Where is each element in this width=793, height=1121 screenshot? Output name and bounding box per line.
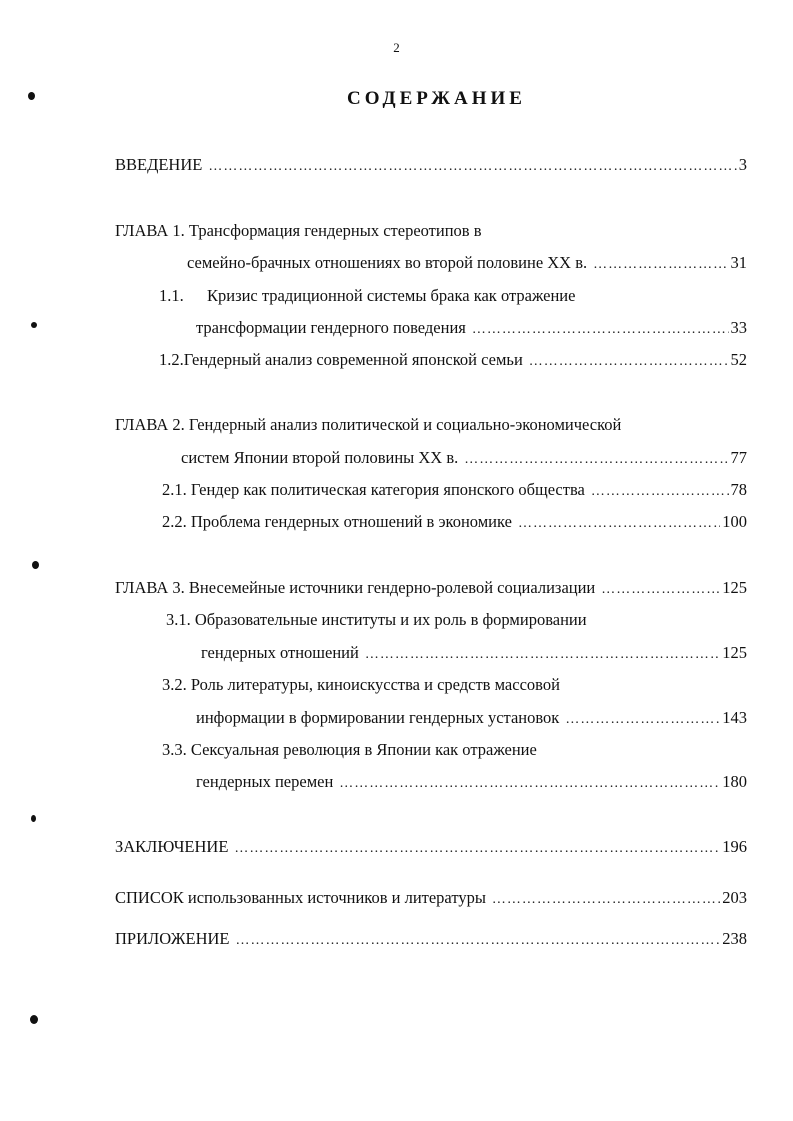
- page-number: 2: [393, 40, 400, 55]
- toc-entry-intro[interactable]: [115, 153, 747, 177]
- scan-artifact-mark: [31, 322, 37, 328]
- toc-section-2-2[interactable]: 2.2. Проблема гендерных отношений в экономике ……………………………………………………………………………………………………………………………………………………………………………… 100: [162, 510, 747, 534]
- toc-section-3-2[interactable]: 3.2. Роль литературы, киноискусства и средств массовой: [162, 675, 560, 694]
- toc-chapter-3-title[interactable]: ГЛАВА 3. Внесемейные источники гендерно-ролевой социализации ……………………………………………………………………………………………………………………………………………………………………………… 125: [115, 576, 747, 600]
- toc-section-1-1-cont[interactable]: трансформации гендерного поведения ……………………………………………………………………………………………………………………………………………………………………………… 33: [196, 316, 747, 340]
- toc-entry-page: 143: [722, 708, 747, 727]
- toc-chapter-1-title-cont[interactable]: семейно-брачных отношениях во второй половине XX в. ……………………………………………………………………………………………………………………………………………………………………………… 31: [187, 251, 747, 275]
- toc-entry-page: 180: [722, 772, 747, 791]
- toc-section-1-1[interactable]: 1.1. Кризис традиционной системы брака как отражение: [159, 284, 575, 308]
- toc-entry-label: ВВЕДЕНИЕ: [115, 155, 203, 174]
- toc-entry-page: 238: [722, 929, 747, 948]
- toc-entry-sources[interactable]: СПИСОК использованных источников и литературы ……………………………………………………………………………………………………………………………………………………………………………… 203: [115, 886, 747, 910]
- toc-entry-appendix[interactable]: ПРИЛОЖЕНИЕ ……………………………………………………………………………………………………………………………………………………………………………… 238: [115, 927, 747, 951]
- toc-entry-page: 100: [722, 512, 747, 531]
- toc-section-3-2-cont[interactable]: информации в формировании гендерных установок ……………………………………………………………………………………………………………………………………………………………………………… 143: [196, 706, 747, 730]
- toc-entry-page: 203: [722, 888, 747, 907]
- toc-entry-page: 33: [730, 318, 747, 337]
- toc-chapter-1-title[interactable]: ГЛАВА 1. Трансформация гендерных стереотипов в: [115, 221, 482, 240]
- scan-artifact-mark: [30, 1015, 38, 1024]
- scan-artifact-mark: [28, 92, 35, 100]
- toc-entry-page: 31: [730, 253, 747, 272]
- toc-section-3-3-cont[interactable]: гендерных перемен ……………………………………………………………………………………………………………………………………………………………………………… 180: [196, 770, 747, 794]
- scan-artifact-mark: [32, 561, 39, 569]
- page-title: СОДЕРЖАНИЕ: [347, 88, 526, 109]
- toc-entry-page: 196: [722, 837, 747, 856]
- toc-entry-page: 125: [722, 578, 747, 597]
- toc-entry-page: 78: [730, 480, 747, 499]
- toc-chapter-2-title-cont[interactable]: систем Японии второй половины XX в. ……………………………………………………………………………………………………………………………………………………………………………… 77: [181, 446, 747, 470]
- toc-section-3-1[interactable]: 3.1. Образовательные институты и их роль в формировании: [166, 610, 587, 629]
- toc-section-2-1[interactable]: 2.1. Гендер как политическая категория японского общества ……………………………………………………………………………………………………………………………………………………………………………… 78: [162, 478, 747, 502]
- toc-section-3-1-cont[interactable]: гендерных отношений ……………………………………………………………………………………………………………………………………………………………………………… 125: [201, 641, 747, 665]
- section-number: 1.2.: [159, 350, 184, 369]
- toc-chapter-2-title[interactable]: ГЛАВА 2. Гендерный анализ политической и социально-экономической: [115, 415, 622, 434]
- toc-section-3-3[interactable]: 3.3. Сексуальная революция в Японии как отражение: [162, 740, 537, 759]
- scan-artifact-mark: [31, 815, 36, 822]
- toc-entry-page: 125: [722, 643, 747, 662]
- toc-entry-page: 52: [730, 350, 747, 369]
- section-number: 1.1.: [159, 286, 184, 305]
- toc-entry-page: 3: [738, 155, 747, 174]
- toc-section-1-2[interactable]: 1.2. Гендерный анализ современной японской семьи ……………………………………………………………………………………………………………………………………………………………………………… 52: [159, 348, 747, 372]
- toc-entry-conclusion[interactable]: ЗАКЛЮЧЕНИЕ ……………………………………………………………………………………………………………………………………………………………………………… 196: [115, 835, 747, 859]
- toc-entry-page: 77: [730, 448, 747, 467]
